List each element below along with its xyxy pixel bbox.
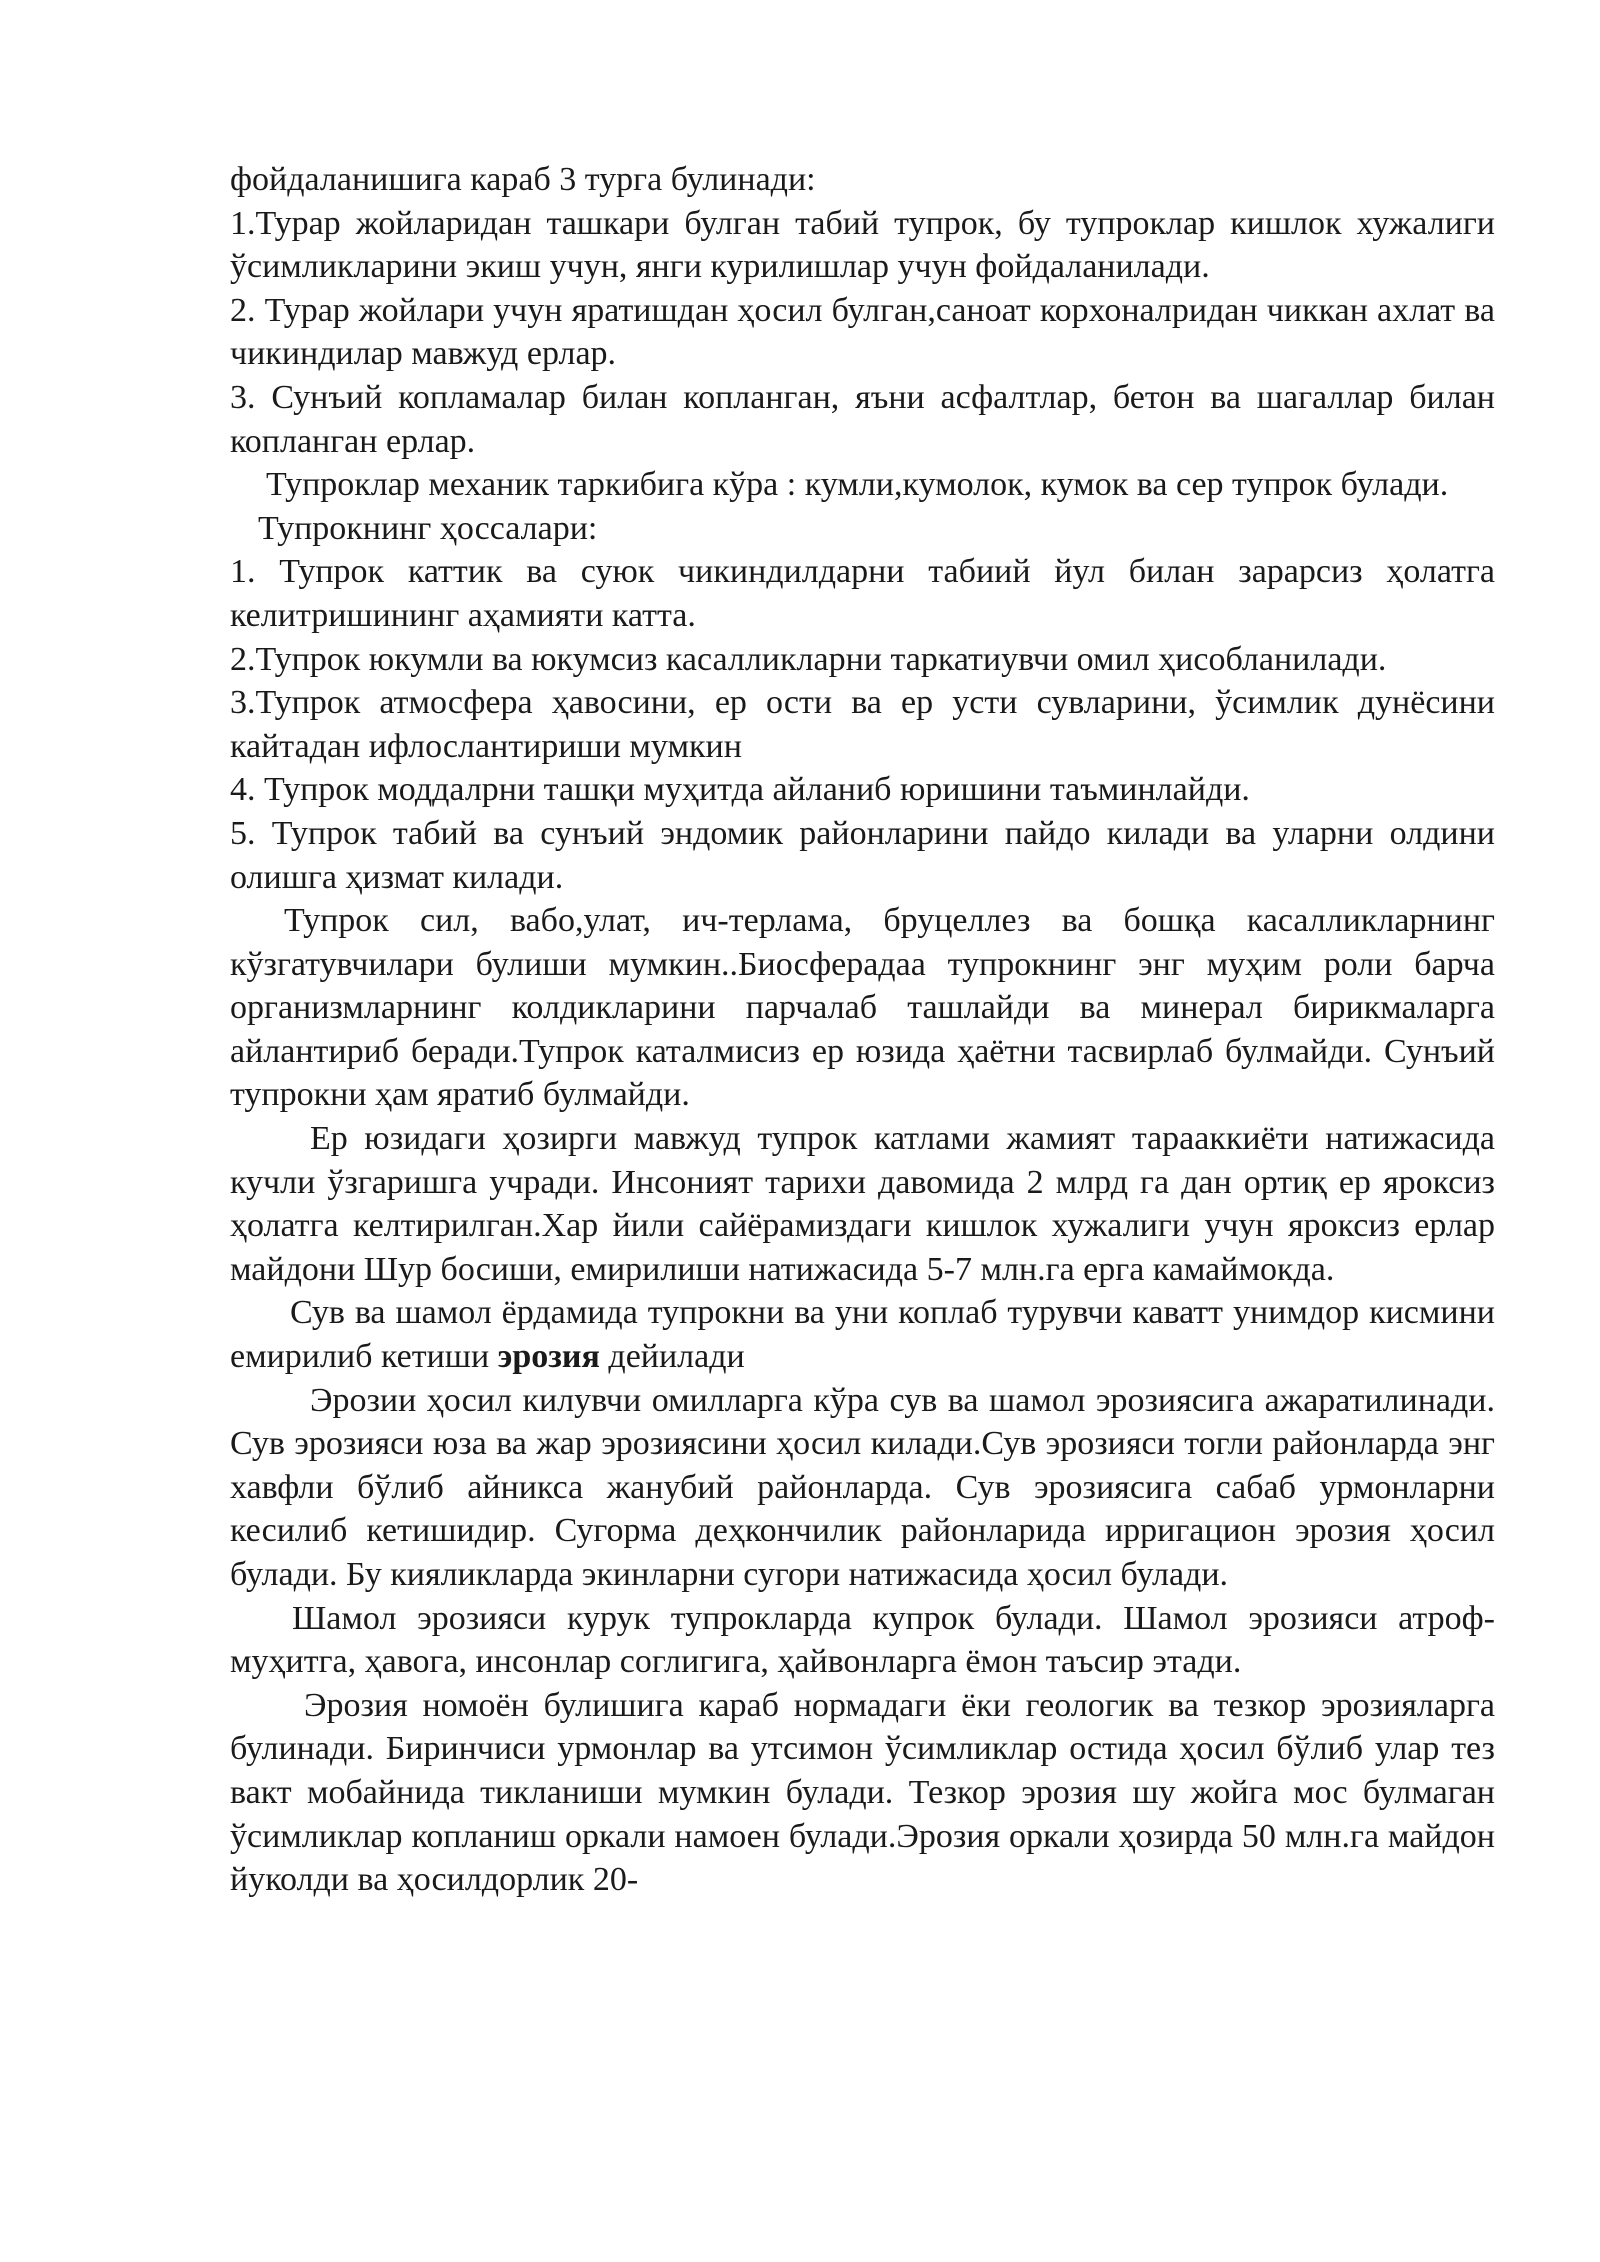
term-erosion: эрозия: [497, 1338, 600, 1376]
paragraph-6: Тупрокнинг ҳоссалари:: [258, 509, 598, 547]
paragraph-5: Тупроклар механик таркибига кўра : кумли,кумолок, кумок ва сер тупрок булади.: [266, 466, 1449, 504]
paragraph-7: 1. Тупрок каттик ва суюк чикиндилдарни табиий йул билан зарарсиз ҳолатга келитришининг аҳамияти катта.: [230, 553, 1495, 634]
paragraph-17: Эрозия номоён булишига караб нормадаги ёки геологик ва тезкор эрозияларга булинади. Биринчиси урмонлар ва утсимон ўсимликлар остида ҳосил бўлиб улар тез вакт мобайнида тикланиши мумкин булади. Тезкор эрозия шу жойга мос булмаган ўсимликлар копланиш оркали намоен булади.Эрозия оркали ҳозирда 50 млн.га майдон йуколди ва ҳосилдорлик 20-: [230, 1686, 1495, 1899]
paragraph-8: 2.Тупрок юкумли ва юкумсиз касалликларни таркатиувчи омил ҳисобланилади.: [230, 640, 1387, 678]
paragraph-13: Ер юзидаги ҳозирги мавжуд тупрок катлами жамият тарааккиёти натижасида кучли ўзгаришга учради. Инсоният тарихи давомида 2 млрд га дан ортиқ ер яроксиз ҳолатга келтирилган.Хар йили сайёрамиздаги кишлок хужалиги учун яроксиз ерлар майдони Шур босиши, емирилиши натижасида 5-7 млн.га ерга камаймокда.: [230, 1120, 1495, 1288]
paragraph-14-tail: дейилади: [599, 1338, 745, 1376]
paragraph-9: 3.Тупрок атмосфера ҳавосини, ер ости ва ер усти сувларини, ўсимлик дунёсини кайтадан ифлослантириши мумкин: [230, 684, 1495, 765]
paragraph-1: фойдаланишига караб 3 турга булинади:: [230, 161, 816, 198]
paragraph-3: 2. Турар жойлари учун яратишдан ҳосил булган,саноат корхоналридан чиккан ахлат ва чикиндилар мавжуд ерлар.: [230, 291, 1495, 373]
paragraph-16: Шамол эрозияси курук тупрокларда купрок булади. Шамол эрозияси атроф-муҳитга, ҳавога, инсонлар соглигига, ҳайвонларга ёмон таъсир этади.: [230, 1599, 1495, 1681]
paragraph-14: [230, 1291, 1495, 1378]
paragraph-15: Эрозии ҳосил килувчи омилларга кўра сув ва шамол эрозиясига ажаратилинади. Сув эрозияси юза ва жар эрозиясини ҳосил килади.Сув эрозияси тогли районларда энг хавфли бўлиб айникса жанубий районларда. Сув эрозиясига сабаб урмонларни кесилиб кетишидир. Сугорма деҳкончилик районларида ирригацион эрозия ҳосил булади. Бу кияликларда экинларни сугори натижасида ҳосил булади.: [230, 1381, 1495, 1593]
paragraph-2: 1.Турар жойларидан ташкари булган табий тупрок, бу тупроклар кишлок хужалиги ўсимликларини экиш учун, янги курилишлар учун фойдаланилади.: [230, 204, 1495, 286]
document-page: [230, 158, 1495, 1902]
paragraph-14-text: Сув ва шамол ёрдамида тупрокни ва уни коплаб турувчи каватт унимдор кисмини емирилиб кетиши: [230, 1294, 1495, 1376]
paragraph-12: Тупрок сил, вабо,улат, ич-терлама, бруцеллез ва бошқа касалликларнинг кўзгатувчилари булиши мумкин..Биосферадаа тупрокнинг энг муҳим роли барча организмларнинг колдикларини парчалаб ташлайди ва минерал бирикмаларга айлантириб беради.Тупрок каталмисиз ер юзида ҳаётни тасвирлаб булмайди. Сунъий тупрокни ҳам яратиб булмайди.: [230, 902, 1495, 1114]
paragraph-11: 5. Тупрок табий ва сунъий эндомик районларини пайдо килади ва уларни олдини олишга ҳизмат килади.: [230, 814, 1495, 896]
paragraph-4: 3. Сунъий копламалар билан копланган, яъни асфалтлар, бетон ва шагаллар билан копланган ерлар.: [230, 378, 1495, 460]
paragraph-10: 4. Тупрок моддалрни ташқи муҳитда айланиб юришини таъминлайди.: [230, 771, 1250, 809]
